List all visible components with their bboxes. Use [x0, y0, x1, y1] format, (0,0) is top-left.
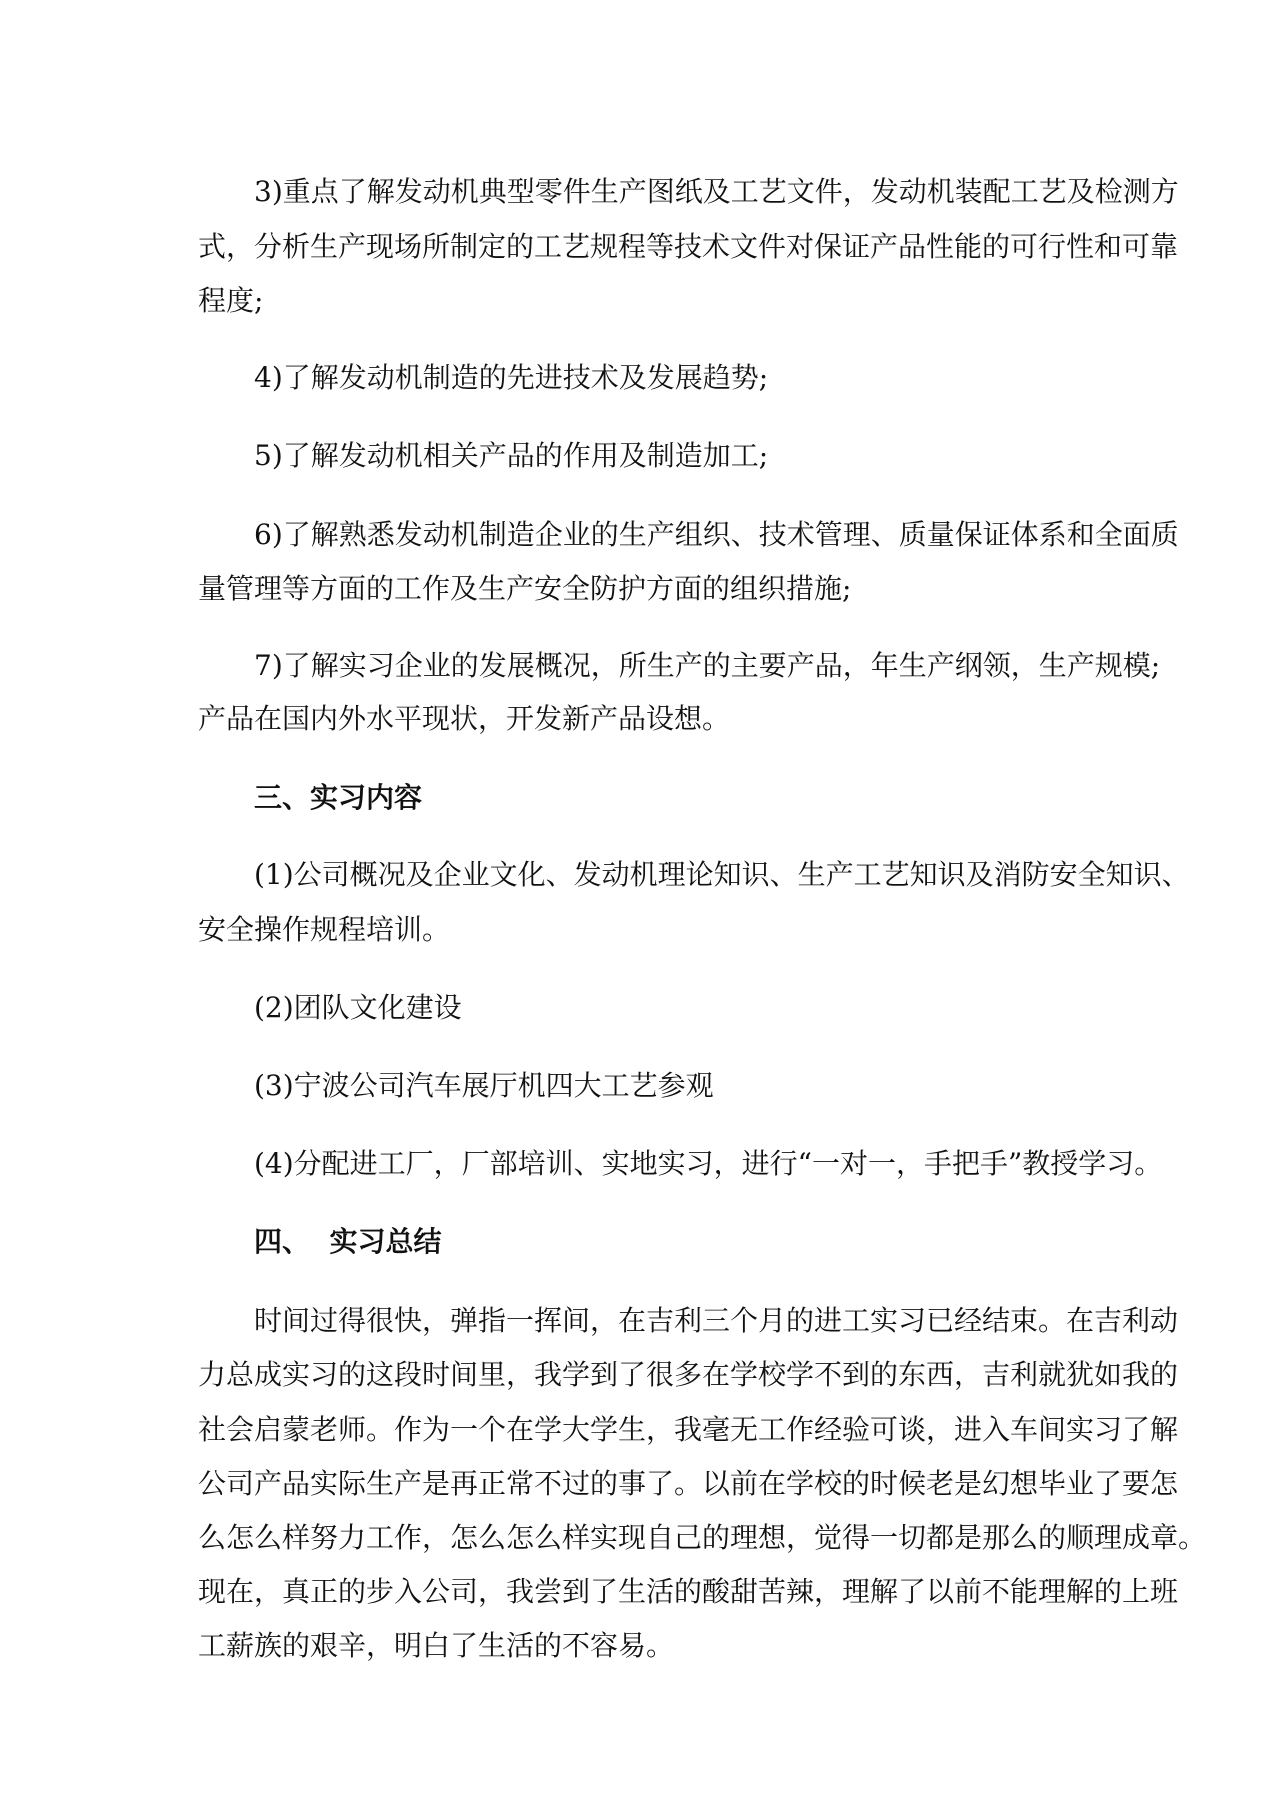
paragraph-line: 产品在国内外水平现状，开发新产品设想。 — [198, 702, 731, 735]
section-heading: 三、实习内容 — [254, 781, 423, 814]
paragraph-line: (1)公司概况及企业文化、发动机理论知识、生产工艺知识及消防安全知识、 — [254, 858, 1190, 891]
paragraph-line: 4)了解发动机制造的先进技术及发展趋势; — [254, 361, 769, 394]
paragraph-line: 7)了解实习企业的发展概况，所生产的主要产品，年生产纲领，生产规模; — [254, 649, 1161, 682]
paragraph-line: 时间过得很快，弹指一挥间，在吉利三个月的进工实习已经结束。在吉利动 — [254, 1304, 1179, 1337]
paragraph-line: 式，分析生产现场所制定的工艺规程等技术文件对保证产品性能的可行性和可靠 — [198, 230, 1179, 263]
section-heading: 四、 实习总结 — [254, 1225, 442, 1258]
paragraph-line: 量管理等方面的工作及生产安全防护方面的组织措施; — [198, 572, 852, 605]
paragraph-line: 力总成实习的这段时间里，我学到了很多在学校学不到的东西，吉利就犹如我的 — [198, 1358, 1179, 1391]
paragraph-line: 5)了解发动机相关产品的作用及制造加工; — [254, 439, 769, 472]
paragraph-line: 社会启蒙老师。作为一个在学大学生，我毫无工作经验可谈，进入车间实习了解 — [198, 1413, 1179, 1446]
paragraph-line: (4)分配进工厂，厂部培训、实地实习，进行“一对一，手把手”教授学习。 — [254, 1147, 1163, 1180]
paragraph-line: 程度; — [198, 284, 264, 317]
paragraph-line: 么怎么样努力工作，怎么怎么样实现自己的理想，觉得一切都是那么的顺理成章。 — [198, 1521, 1207, 1554]
paragraph-line: 3)重点了解发动机典型零件生产图纸及工艺文件，发动机装配工艺及检测方 — [254, 175, 1179, 208]
paragraph-line: (3)宁波公司汽车展厅机四大工艺参观 — [254, 1069, 714, 1102]
paragraph-line: 安全操作规程培训。 — [198, 913, 451, 946]
paragraph-line: 6)了解熟悉发动机制造企业的生产组织、技术管理、质量保证体系和全面质 — [254, 518, 1179, 551]
paragraph-line: 工薪族的艰辛，明白了生活的不容易。 — [198, 1629, 675, 1662]
paragraph-line: 现在，真正的步入公司，我尝到了生活的酸甜苦辣，理解了以前不能理解的上班 — [198, 1575, 1179, 1608]
paragraph-line: (2)团队文化建设 — [254, 991, 462, 1024]
paragraph-line: 公司产品实际生产是再正常不过的事了。以前在学校的时候老是幻想毕业了要怎 — [198, 1467, 1179, 1500]
